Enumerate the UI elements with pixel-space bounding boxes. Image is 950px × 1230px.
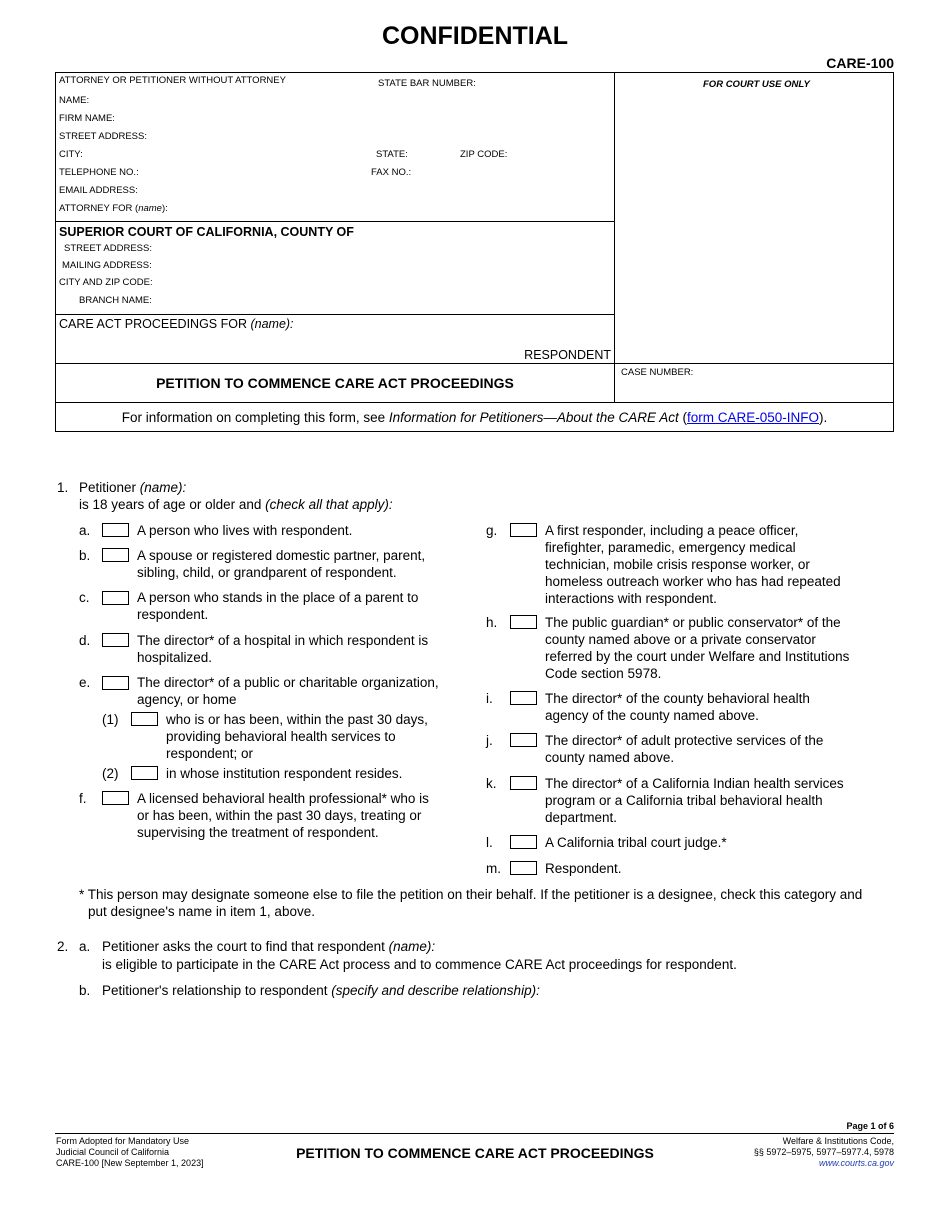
court-title: SUPERIOR COURT OF CALIFORNIA, COUNTY OF xyxy=(59,225,354,239)
court-branch-label[interactable]: BRANCH NAME: xyxy=(79,295,152,306)
checkbox-1e2[interactable] xyxy=(131,766,158,780)
state-bar-label: STATE BAR NUMBER: xyxy=(378,78,476,89)
item-1e-letter: e. xyxy=(79,675,91,690)
item-1g-letter: g. xyxy=(486,523,498,538)
fax-label[interactable]: FAX NO.: xyxy=(371,167,412,178)
caption-box xyxy=(55,72,894,432)
telephone-label[interactable]: TELEPHONE NO.: xyxy=(59,167,139,178)
street-address-label[interactable]: STREET ADDRESS: xyxy=(59,131,147,142)
checkbox-1g[interactable] xyxy=(510,523,537,537)
checkbox-1b[interactable] xyxy=(102,548,129,562)
checkbox-1e1[interactable] xyxy=(131,712,158,726)
item-1c-letter: c. xyxy=(79,590,90,605)
checkbox-1a[interactable] xyxy=(102,523,129,537)
age-statement: is 18 years of age or older and (check all that apply): xyxy=(79,497,393,512)
item-2b-text[interactable]: Petitioner's relationship to respondent (specify and describe relationship): xyxy=(102,983,540,998)
item-1i-text: The director* of the county behavioral health agency of the county named above. xyxy=(545,691,810,723)
item-2b-letter: b. xyxy=(79,983,91,998)
item-1e1-text: who is or has been, within the past 30 days, providing behavioral health services to respondent; or xyxy=(166,712,428,761)
item-2-number: 2. xyxy=(57,939,69,954)
attorney-for-label[interactable]: ATTORNEY FOR (name): xyxy=(59,203,168,214)
item-1b-text: A spouse or registered domestic partner, parent, sibling, child, or grandparent of respondent. xyxy=(137,548,426,580)
item-1d-text: The director* of a hospital in which respondent is hospitalized. xyxy=(137,633,429,665)
attorney-label: ATTORNEY OR PETITIONER WITHOUT ATTORNEY xyxy=(59,75,286,86)
footer-title: PETITION TO COMMENCE CARE ACT PROCEEDINGS xyxy=(296,1145,654,1161)
checkbox-1l[interactable] xyxy=(510,835,537,849)
info-line: For information on completing this form, see Information for Petitioners—About the CARE Act (form CARE-050-INFO). xyxy=(121,410,828,425)
item-1i-letter: i. xyxy=(486,691,493,706)
court-street-label[interactable]: STREET ADDRESS: xyxy=(64,243,152,254)
city-label[interactable]: CITY: xyxy=(59,149,83,160)
court-use-label: FOR COURT USE ONLY xyxy=(703,79,810,90)
item-1e2-text: in whose institution respondent resides. xyxy=(166,766,403,781)
court-mailing-label[interactable]: MAILING ADDRESS: xyxy=(62,260,152,271)
item-1k-letter: k. xyxy=(486,776,497,791)
item-1c-text: A person who stands in the place of a parent to respondent. xyxy=(137,590,419,622)
petitioner-name-label[interactable]: Petitioner (name): xyxy=(79,480,187,495)
item-1f-text: A licensed behavioral health professional* who is or has been, within the past 30 days, treating or supervising the treatment of respondent. xyxy=(137,791,429,840)
item-1g-text: A first responder, including a peace officer, firefighter, paramedic, emergency medical technician, mobile crisis response worker, or homeless outreach worker who has had repeated interactions with respondent. xyxy=(545,523,841,606)
care-050-info-link[interactable]: form CARE-050-INFO xyxy=(686,410,820,425)
item-1k-text: The director* of a California Indian health services program or a California tribal behavioral health department. xyxy=(545,776,844,825)
item-1l-text: A California tribal court judge.* xyxy=(545,835,727,850)
item-1b-letter: b. xyxy=(79,548,91,563)
respondent-label: RESPONDENT xyxy=(524,348,611,362)
checkbox-1i[interactable] xyxy=(510,691,537,705)
item-1m-text: Respondent. xyxy=(545,861,622,876)
item-1h-letter: h. xyxy=(486,615,498,630)
petition-title: PETITION TO COMMENCE CARE ACT PROCEEDINGS xyxy=(156,375,514,391)
confidential-heading: CONFIDENTIAL xyxy=(381,22,569,50)
checkbox-1c[interactable] xyxy=(102,591,129,605)
designee-footnote: * This person may designate someone else to file the petition on their behalf. If the petitioner is a designee, check this category and put designee's name in item 1, above. xyxy=(79,887,863,919)
item-1m-letter: m. xyxy=(486,861,501,876)
checkbox-1d[interactable] xyxy=(102,633,129,647)
checkbox-1m[interactable] xyxy=(510,861,537,875)
item-1h-text: The public guardian* or public conservator* of the county named above or a private conservator referred by the court under Welfare and Institutions Code section 5978. xyxy=(545,615,850,681)
item-1f-letter: f. xyxy=(79,791,87,806)
item-1e-text: The director* of a public or charitable organization, agency, or home xyxy=(137,675,439,707)
item-1l-letter: l. xyxy=(486,835,493,850)
name-label[interactable]: NAME: xyxy=(59,95,90,106)
item-1j-text: The director* of adult protective services of the county named above. xyxy=(545,733,824,765)
item-2a-text[interactable]: Petitioner asks the court to find that respondent (name): xyxy=(102,939,436,954)
item-2a-text-line2: is eligible to participate in the CARE Act process and to commence CARE Act proceedings for respondent. xyxy=(102,957,737,972)
item-1e1-number: (1) xyxy=(102,712,119,727)
checkbox-1j[interactable] xyxy=(510,733,537,747)
firm-name-label[interactable]: FIRM NAME: xyxy=(59,113,115,124)
checkbox-1e[interactable] xyxy=(102,676,129,690)
zip-code-label[interactable]: ZIP CODE: xyxy=(460,149,508,160)
footer-left: Form Adopted for Mandatory Use Judicial Council of California CARE-100 [New September 1, 2023] xyxy=(56,1136,204,1168)
checkbox-1f[interactable] xyxy=(102,791,129,805)
item-1j-letter: j. xyxy=(486,733,493,748)
proceedings-label[interactable]: CARE ACT PROCEEDINGS FOR (name): xyxy=(59,317,294,331)
email-label[interactable]: EMAIL ADDRESS: xyxy=(59,185,138,196)
form-number: CARE-100 xyxy=(826,55,894,71)
courts-website-link[interactable]: www.courts.ca.gov xyxy=(818,1158,894,1168)
page-number: Page 1 of 6 xyxy=(846,1121,894,1131)
item-1e2-number: (2) xyxy=(102,766,119,781)
checkbox-1h[interactable] xyxy=(510,615,537,629)
state-label[interactable]: STATE: xyxy=(376,149,408,160)
item-1d-letter: d. xyxy=(79,633,91,648)
case-number-label[interactable]: CASE NUMBER: xyxy=(621,367,694,378)
court-city-zip-label[interactable]: CITY AND ZIP CODE: xyxy=(59,277,153,288)
checkbox-1k[interactable] xyxy=(510,776,537,790)
item-1a-letter: a. xyxy=(79,523,91,538)
item-1-number: 1. xyxy=(57,480,69,495)
item-2a-letter: a. xyxy=(79,939,91,954)
item-1a-text: A person who lives with respondent. xyxy=(137,523,353,538)
footer-right: Welfare & Institutions Code, §§ 5972–5975, 5977–5977.4, 5978 www.courts.ca.gov xyxy=(753,1136,894,1168)
